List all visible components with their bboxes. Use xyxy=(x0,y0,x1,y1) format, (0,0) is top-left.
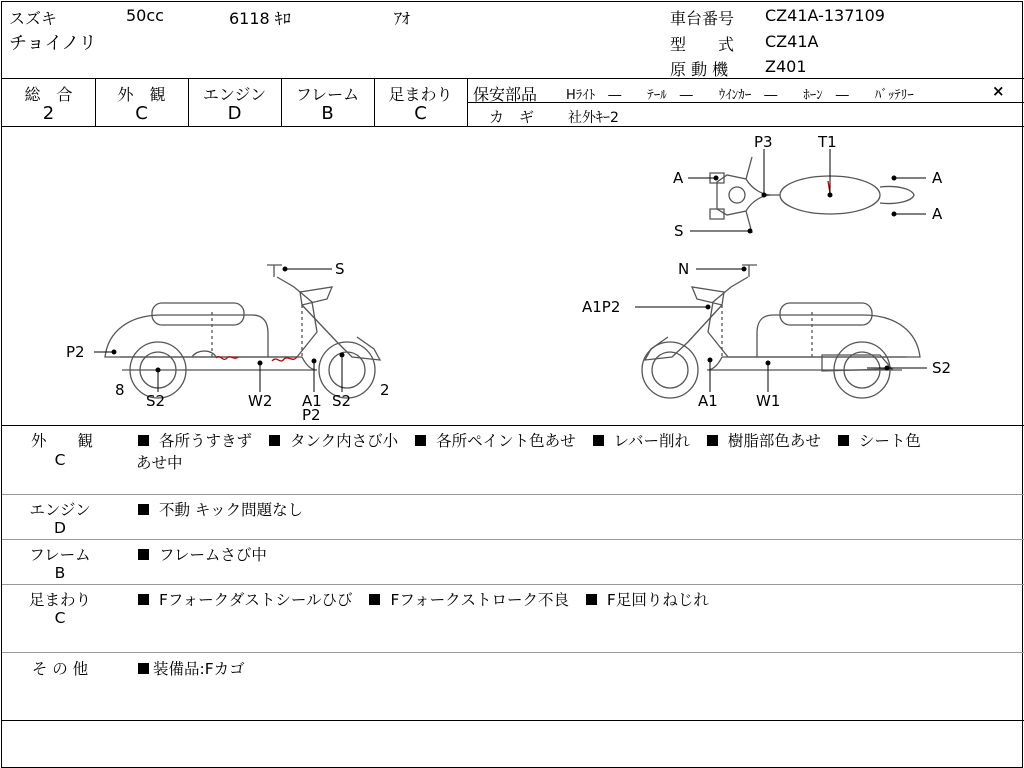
label-N: N xyxy=(678,260,690,278)
divider xyxy=(2,584,1024,585)
divider xyxy=(2,539,1024,540)
chassis-label: 車台番号 xyxy=(670,9,735,28)
remark-engine-grade: D xyxy=(54,519,66,537)
label-S2: S2 xyxy=(146,392,166,410)
divider xyxy=(2,652,1024,653)
grade-engine-value: D xyxy=(227,103,242,124)
grade-frame-label: フレーム xyxy=(295,85,360,104)
remark-other-line1: 装備品:Fカゴ xyxy=(138,657,245,679)
label-P2: P2 xyxy=(66,343,85,361)
mileage xyxy=(229,6,291,29)
label-W1: W1 xyxy=(756,392,781,410)
label-S2-right: S2 xyxy=(932,359,952,377)
grade-overall-label: 総 合 xyxy=(24,85,73,104)
color: ｱｵ xyxy=(394,9,411,28)
remark-frame-label: フレーム xyxy=(29,546,91,564)
key-label: カ ギ xyxy=(489,108,535,126)
grade-exterior-value: C xyxy=(135,103,148,124)
remark-suspension-line1: Fフォークダストシールひび Fフォークストローク不良 F足回りねじれ xyxy=(138,588,709,610)
chassis-value: CZ41A-137109 xyxy=(765,6,885,25)
label-A-right-2: A xyxy=(932,205,943,223)
scooter-left-view xyxy=(105,265,380,398)
divider xyxy=(2,494,1024,495)
remark-suspension-grade: C xyxy=(54,609,66,627)
displacement: 50cc xyxy=(126,6,164,25)
scooter-right-view xyxy=(642,265,920,398)
remark-exterior-label: 外 観 xyxy=(30,432,93,450)
remark-other-label: そ の 他 xyxy=(31,660,89,678)
safety-label: 保安部品 xyxy=(473,85,538,104)
divider xyxy=(467,102,1024,103)
remark-suspension-label: 足まわり xyxy=(28,591,91,609)
safety-items: Hﾗｲﾄ ― ﾃｰﾙ ― ｳｲﾝｶｰ ― ﾎｰﾝ ― ﾊﾞｯﾃﾘｰ xyxy=(566,88,914,103)
scooter-diagram xyxy=(2,127,1024,425)
type-label: 型 式 xyxy=(670,35,735,54)
label-P3: P3 xyxy=(754,133,773,151)
engine-value: Z401 xyxy=(765,57,807,76)
remark-frame-grade: B xyxy=(54,564,66,582)
mileage-unit: ｷﾛ xyxy=(274,9,291,28)
remark-exterior-grade: C xyxy=(54,451,66,469)
type-value: CZ41A xyxy=(765,32,819,51)
label-S2-b: S2 xyxy=(332,392,352,410)
remark-exterior-line2: あせ中 xyxy=(136,454,183,472)
remark-engine-label: エンジン xyxy=(29,501,91,519)
engine-label: 原 動 機 xyxy=(670,60,729,79)
remark-frame-line1: フレームさび中 xyxy=(138,543,267,565)
label-S: S xyxy=(335,260,345,278)
label-8: 8 xyxy=(115,381,125,399)
label-P2-b: P2 xyxy=(302,406,321,424)
divider xyxy=(2,720,1024,721)
label-S-top: S xyxy=(674,222,684,240)
grade-frame-value: B xyxy=(321,103,334,124)
inspection-sheet xyxy=(1,1,1023,768)
maker: スズキ xyxy=(9,9,58,28)
grade-engine-label: エンジン xyxy=(202,85,267,104)
remark-exterior-line1: 各所うすきず タンク内さび小 各所ペイント色あせ レバー削れ 樹脂部色あせ シート色 xyxy=(138,429,921,451)
battery-x-mark: × xyxy=(992,82,1005,100)
label-T1: T1 xyxy=(818,133,837,151)
label-A1P2: A1P2 xyxy=(582,298,621,316)
divider xyxy=(2,425,1024,426)
grade-exterior-label: 外 観 xyxy=(117,85,166,104)
mileage-value: 6118 xyxy=(229,9,270,28)
label-A1: A1 xyxy=(302,392,322,410)
label-2: 2 xyxy=(380,381,390,399)
label-W2: W2 xyxy=(248,392,273,410)
remark-engine-line1: 不動 キック問題なし xyxy=(138,498,303,520)
grade-suspension-value: C xyxy=(414,103,427,124)
grade-suspension-label: 足まわり xyxy=(388,85,453,104)
key-value: 社外ｷｰ2 xyxy=(568,110,619,126)
label-A1-right: A1 xyxy=(698,392,718,410)
model-name: チョイノリ xyxy=(9,33,97,54)
divider xyxy=(2,78,1024,79)
label-A-left: A xyxy=(673,169,684,187)
scooter-top-view xyxy=(710,157,914,233)
label-A-right-1: A xyxy=(932,169,943,187)
grade-overall-value: 2 xyxy=(42,103,55,124)
